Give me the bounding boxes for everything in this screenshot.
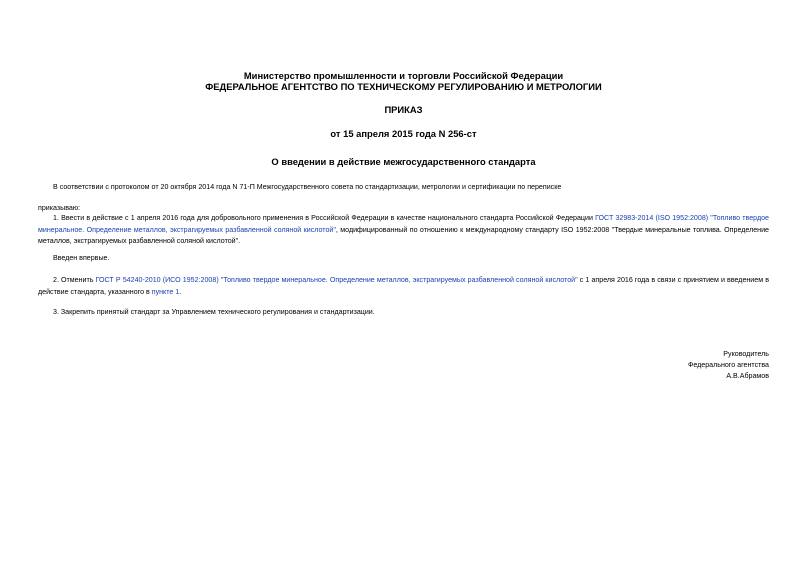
item-1-reference-link[interactable]: пункте 1 — [151, 287, 180, 296]
order-subject: О введении в действие межгосударственного стандарта — [271, 156, 536, 167]
item-3-paragraph: 3. Закрепить принятый стандарт за Управлением технического регулирования и стандартизации. — [53, 308, 375, 316]
item-1-prefix: 1. Ввести в действие с 1 апреля 2016 года для добровольного применения в Российской Федерации в качестве национального стандарта Российской Федерации — [53, 214, 596, 222]
ministry-name: Министерство промышленности и торговли Российской Федерации — [243, 70, 564, 81]
signature-position: Руководитель — [723, 350, 769, 358]
document-page — [38, 0, 769, 571]
item-1-suffix: , модифицированный по отношению к международному стандарту ISO 1952:2008 "Твердые минеральные топлива. Определение металлов, экстрагируемых разбавленной соляной кислотой". — [38, 225, 769, 245]
item-2-paragraph — [38, 275, 769, 298]
signature-name: А.В.Абрамов — [726, 372, 769, 380]
order-date: от 15 апреля 2015 года N 256-ст — [330, 128, 477, 139]
introduced-first-note: Введен впервые. — [53, 254, 110, 262]
item-2-prefix: 2. Отменить — [53, 276, 96, 284]
item-2-suffix: . — [179, 287, 182, 296]
signature-organization: Федерального агентства — [687, 361, 769, 369]
item-2-middle: с 1 апреля 2016 года в связи с принятием и введением в действие стандарта, указанного в — [38, 276, 769, 296]
agency-name: ФЕДЕРАЛЬНОЕ АГЕНТСТВО ПО ТЕХНИЧЕСКОМУ РЕГУЛИРОВАНИЮ И МЕТРОЛОГИИ — [205, 81, 602, 92]
gost-32983-link[interactable]: ГОСТ 32983-2014 (ISO 1952:2008) "Топливо твердое минеральное. Определение металлов, экстрагируемых разбавленной соляной кислотой" — [38, 214, 769, 234]
item-1-paragraph — [38, 213, 769, 248]
gost-r-54240-link[interactable]: ГОСТ Р 54240-2010 (ИСО 1952:2008) "Топливо твердое минеральное. Определение металлов, экстрагируемых разбавленной соляной кислотой" — [95, 276, 578, 284]
document-type: ПРИКАЗ — [384, 104, 423, 115]
protocol-paragraph: В соответствии с протоколом от 20 октября 2014 года N 71-П Межгосударственного совета по стандартизации, метрологии и сертификации по переписке — [53, 183, 562, 191]
orders-word: приказываю: — [38, 204, 81, 212]
